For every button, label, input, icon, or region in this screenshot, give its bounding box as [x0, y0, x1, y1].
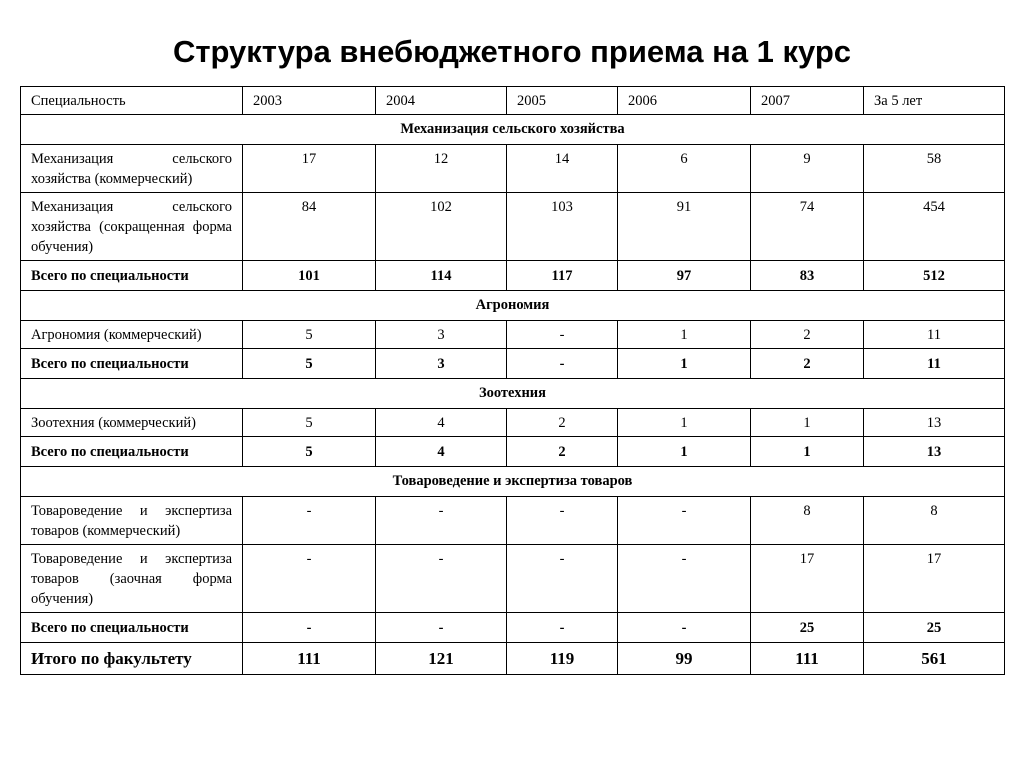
total-value-cell: -: [376, 613, 507, 643]
value-cell: 74: [751, 193, 864, 261]
header-cell-2003: 2003: [243, 87, 376, 115]
value-cell: -: [376, 497, 507, 545]
total-label: Всего по специальности: [21, 349, 243, 379]
value-cell: 14: [507, 145, 618, 193]
value-cell: 17: [864, 545, 1005, 613]
value-cell: 6: [618, 145, 751, 193]
faculty-total-value-cell: 121: [376, 643, 507, 675]
value-cell: -: [243, 545, 376, 613]
total-value-cell: 117: [507, 261, 618, 291]
total-value-cell: 2: [751, 349, 864, 379]
value-cell: 9: [751, 145, 864, 193]
value-cell: 58: [864, 145, 1005, 193]
value-cell: 4: [376, 409, 507, 437]
total-value-cell: 101: [243, 261, 376, 291]
value-cell: -: [243, 497, 376, 545]
section-header-row: [21, 467, 1005, 497]
value-cell: -: [507, 497, 618, 545]
table-row: [21, 193, 1005, 261]
value-cell: 8: [864, 497, 1005, 545]
value-cell: -: [376, 545, 507, 613]
section-header-row: [21, 115, 1005, 145]
total-value-cell: 512: [864, 261, 1005, 291]
total-value-cell: 13: [864, 437, 1005, 467]
specialty-cell: Товароведение и экспертиза товаров (заочная форма обучения): [21, 545, 243, 613]
value-cell: 1: [618, 321, 751, 349]
total-value-cell: 1: [618, 349, 751, 379]
table-row: [21, 497, 1005, 545]
faculty-total-value-cell: 111: [751, 643, 864, 675]
total-value-cell: 11: [864, 349, 1005, 379]
value-cell: 5: [243, 321, 376, 349]
specialty-total-row: [21, 261, 1005, 291]
total-value-cell: -: [507, 349, 618, 379]
faculty-total-value-cell: 99: [618, 643, 751, 675]
section-title: Зоотехния: [21, 379, 1005, 409]
value-cell: 17: [751, 545, 864, 613]
specialty-cell: Зоотехния (коммерческий): [21, 409, 243, 437]
total-label: Всего по специальности: [21, 437, 243, 467]
total-value-cell: 4: [376, 437, 507, 467]
total-value-cell: 2: [507, 437, 618, 467]
total-value-cell: 25: [751, 613, 864, 643]
table-row: [21, 145, 1005, 193]
header-cell-5-years: За 5 лет: [864, 87, 1005, 115]
header-cell-2004: 2004: [376, 87, 507, 115]
total-value-cell: 83: [751, 261, 864, 291]
value-cell: 5: [243, 409, 376, 437]
specialty-total-row: [21, 613, 1005, 643]
total-value-cell: -: [243, 613, 376, 643]
value-cell: 11: [864, 321, 1005, 349]
section-title: Агрономия: [21, 291, 1005, 321]
admission-table-body: [21, 87, 1005, 675]
faculty-total-value-cell: 561: [864, 643, 1005, 675]
value-cell: 13: [864, 409, 1005, 437]
value-cell: 17: [243, 145, 376, 193]
specialty-cell: Товароведение и экспертиза товаров (коммерческий): [21, 497, 243, 545]
specialty-total-row: [21, 437, 1005, 467]
total-label: Всего по специальности: [21, 613, 243, 643]
section-title: Механизация сельского хозяйства: [21, 115, 1005, 145]
value-cell: 12: [376, 145, 507, 193]
total-value-cell: 25: [864, 613, 1005, 643]
value-cell: 1: [618, 409, 751, 437]
total-value-cell: -: [507, 613, 618, 643]
total-label: Всего по специальности: [21, 261, 243, 291]
value-cell: 103: [507, 193, 618, 261]
value-cell: -: [618, 497, 751, 545]
total-value-cell: 3: [376, 349, 507, 379]
table-row: [21, 545, 1005, 613]
specialty-total-row: [21, 349, 1005, 379]
value-cell: 84: [243, 193, 376, 261]
table-row: [21, 321, 1005, 349]
total-value-cell: 1: [618, 437, 751, 467]
section-header-row: [21, 379, 1005, 409]
value-cell: -: [507, 321, 618, 349]
value-cell: -: [507, 545, 618, 613]
value-cell: 102: [376, 193, 507, 261]
admission-table: [20, 86, 1005, 675]
header-cell-2006: 2006: [618, 87, 751, 115]
specialty-cell: Механизация сельского хозяйства (сокращенная форма обучения): [21, 193, 243, 261]
total-value-cell: 114: [376, 261, 507, 291]
value-cell: 1: [751, 409, 864, 437]
faculty-total-row: [21, 643, 1005, 675]
page-title: Структура внебюджетного приема на 1 курс: [172, 34, 852, 69]
total-value-cell: 97: [618, 261, 751, 291]
specialty-cell: Агрономия (коммерческий): [21, 321, 243, 349]
value-cell: -: [618, 545, 751, 613]
value-cell: 3: [376, 321, 507, 349]
value-cell: 2: [507, 409, 618, 437]
value-cell: 91: [618, 193, 751, 261]
specialty-cell: Механизация сельского хозяйства (коммерческий): [21, 145, 243, 193]
total-value-cell: -: [618, 613, 751, 643]
total-value-cell: 1: [751, 437, 864, 467]
table-row: [21, 409, 1005, 437]
table-header-row: [21, 87, 1005, 115]
faculty-total-label: Итого по факультету: [21, 643, 243, 675]
value-cell: 454: [864, 193, 1005, 261]
faculty-total-value-cell: 119: [507, 643, 618, 675]
value-cell: 2: [751, 321, 864, 349]
total-value-cell: 5: [243, 437, 376, 467]
header-cell-2007: 2007: [751, 87, 864, 115]
header-cell-2005: 2005: [507, 87, 618, 115]
total-value-cell: 5: [243, 349, 376, 379]
section-title: Товароведение и экспертиза товаров: [21, 467, 1005, 497]
faculty-total-value-cell: 111: [243, 643, 376, 675]
value-cell: 8: [751, 497, 864, 545]
header-cell-specialty: Специальность: [21, 87, 243, 115]
section-header-row: [21, 291, 1005, 321]
